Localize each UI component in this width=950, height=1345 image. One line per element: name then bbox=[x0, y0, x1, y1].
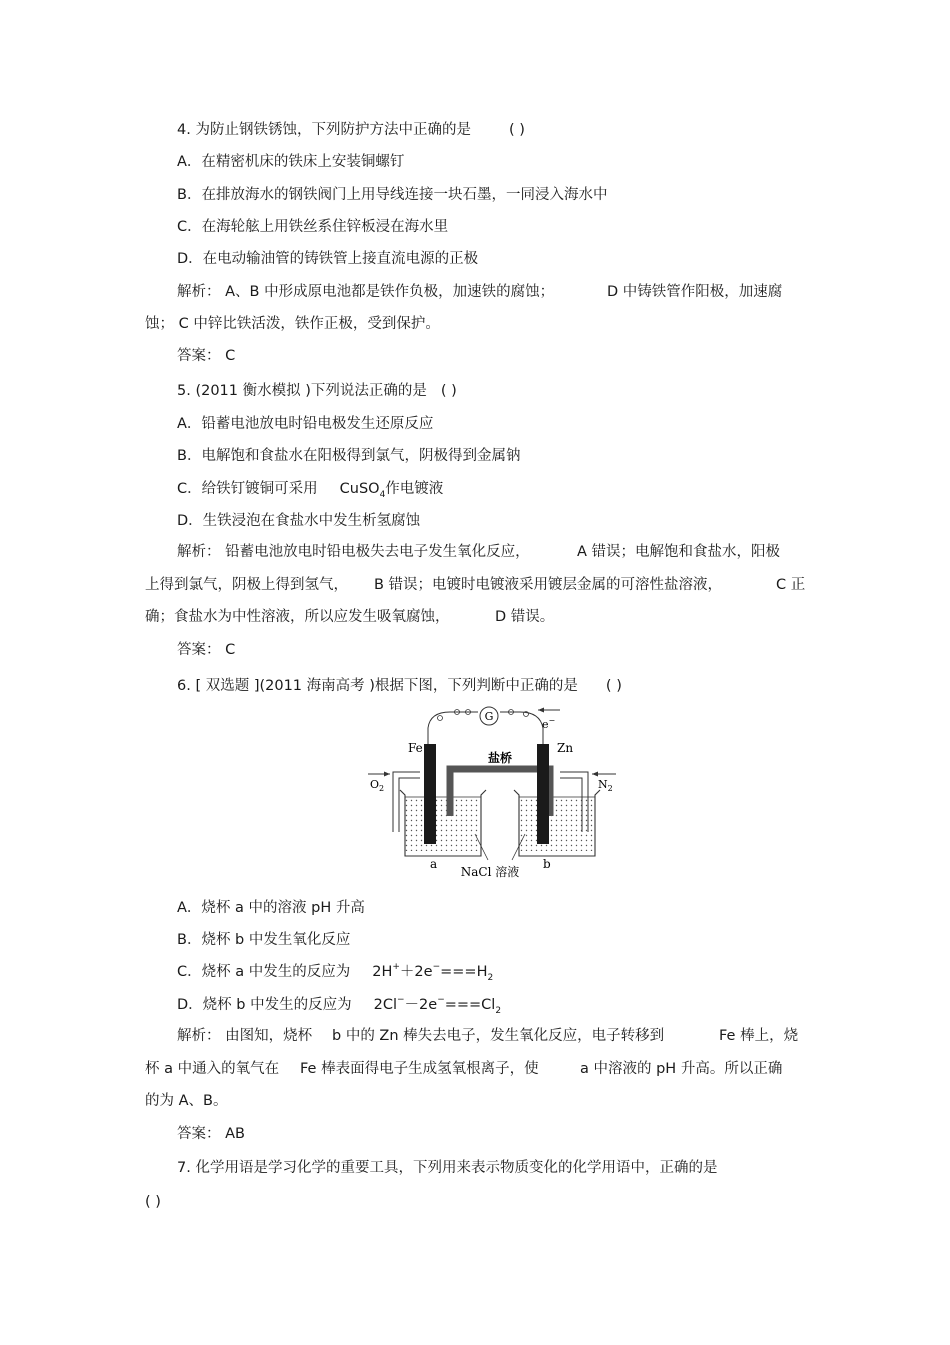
q6-explanation-2c: a 中溶液的 pH 升高。所以正确 bbox=[580, 1061, 783, 1077]
q4-explanation-1a: 解析： A、B 中形成原电池都是铁作负极，加速铁的腐蚀； bbox=[177, 284, 555, 300]
q5-option-d: D．生铁浸泡在食盐水中发生析氢腐蚀 bbox=[177, 513, 421, 529]
q5-stem: 5. (2011 衡水模拟 )下列说法正确的是 ( ) bbox=[177, 383, 457, 399]
q5-explanation-2b: B 错误；电镀时电镀液采用镀层金属的可溶性盐溶液， bbox=[374, 577, 723, 593]
q5-explanation-3b: D 错误。 bbox=[495, 609, 555, 625]
q7-stem: 7. 化学用语是学习化学的重要工具，下列用来表示物质变化的化学用语中，正确的是 bbox=[177, 1160, 718, 1176]
fe-electrode bbox=[424, 744, 436, 844]
n2-label: $N_2$ bbox=[598, 778, 613, 793]
q4-explanation-1b: D 中铸铁管作阳极，加速腐 bbox=[607, 284, 783, 300]
o2-label: $O_2$ bbox=[370, 778, 385, 793]
q6-explanation-1c: Fe 棒上，烧 bbox=[719, 1028, 799, 1044]
q5-answer: 答案： C bbox=[177, 642, 236, 658]
q5-explanation-3a: 确；食盐水为中性溶液，所以应发生吸氧腐蚀， bbox=[145, 609, 450, 625]
beaker-a-solution bbox=[405, 797, 481, 851]
q6-stem: 6. [ 双选题 ](2011 海南高考 )根据下图，下列判断中正确的是 ( ) bbox=[177, 678, 622, 694]
wire-right bbox=[500, 712, 543, 744]
q6-option-c: C．烧杯 a 中发生的反应为 $2H^++2e^-===H_2$ bbox=[177, 962, 494, 983]
salt-bridge-label: 盐桥 bbox=[487, 751, 513, 765]
q6-explanation-1a: 解析： 由图知，烧杯 bbox=[177, 1028, 313, 1044]
galvanometer-label: G bbox=[484, 710, 494, 723]
q6-explanation-1b: b 中的 Zn 棒失去电子，发生氧化反应，电子转移到 bbox=[332, 1028, 665, 1044]
q5-explanation-2c: C 正 bbox=[776, 577, 806, 593]
q5-explanation-1a: 解析： 铅蓄电池放电时铅电极失去电子发生氧化反应， bbox=[177, 544, 530, 560]
q6-explanation-2a: 杯 a 中通入的氧气在 bbox=[145, 1061, 280, 1077]
q4-option-a: A．在精密机床的铁床上安装铜螺钉 bbox=[177, 154, 405, 170]
beaker-a-label: a bbox=[430, 857, 438, 871]
galvanic-cell-diagram bbox=[360, 704, 620, 884]
q6-answer: 答案： AB bbox=[177, 1126, 245, 1142]
q4-option-d: D．在电动输油管的铸铁管上接直流电源的正极 bbox=[177, 251, 479, 267]
beaker-b-solution bbox=[519, 797, 595, 851]
nacl-label: NaCl 溶液 bbox=[460, 865, 520, 879]
q5-option-a: A．铅蓄电池放电时铅电极发生还原反应 bbox=[177, 416, 434, 432]
q6-option-d: D．烧杯 b 中发生的反应为 $2Cl^--2e^-===Cl_2$ bbox=[177, 995, 502, 1016]
q4-explanation-2: 蚀； C 中锌比铁活泼，铁作正极，受到保护。 bbox=[145, 316, 440, 332]
q5-option-b: B．电解饱和食盐水在阳极得到氯气，阴极得到金属钠 bbox=[177, 448, 521, 464]
zn-label: Zn bbox=[557, 741, 574, 755]
n2-arrow-head bbox=[592, 772, 598, 777]
fe-label: Fe bbox=[408, 741, 423, 755]
q6-explanation-2b: Fe 棒表面得电子生成氢氧根离子，使 bbox=[300, 1061, 539, 1077]
wire-bump-1 bbox=[438, 716, 443, 721]
electron-arrow-head bbox=[538, 708, 544, 713]
electron-label: e− bbox=[542, 716, 556, 731]
wire bbox=[428, 712, 478, 744]
q4-option-c: C．在海轮舷上用铁丝系住锌板浸在海水里 bbox=[177, 219, 449, 235]
q6-option-a: A．烧杯 a 中的溶液 pH 升高 bbox=[177, 900, 365, 916]
beaker-b-label: b bbox=[543, 857, 551, 871]
q6-option-b: B．烧杯 b 中发生氧化反应 bbox=[177, 932, 351, 948]
q7-paren: ( ) bbox=[145, 1194, 161, 1210]
q5-option-c: C．给铁钉镀铜可采用 CuSO$_4$作电镀液 bbox=[177, 481, 444, 500]
q4-stem: 4. 为防止钢铁锈蚀，下列防护方法中正确的是 ( ) bbox=[177, 122, 525, 138]
q5-explanation-2a: 上得到氯气，阴极上得到氢气， bbox=[145, 577, 348, 593]
zn-electrode bbox=[537, 744, 549, 844]
q4-option-b: B．在排放海水的钢铁阀门上用导线连接一块石墨，一同浸入海水中 bbox=[177, 187, 608, 203]
q4-answer: 答案： C bbox=[177, 348, 236, 364]
o2-arrow-head bbox=[384, 772, 390, 777]
q5-explanation-1b: A 错误；电解饱和食盐水，阳极 bbox=[577, 544, 781, 560]
q6-explanation-3: 的为 A、B。 bbox=[145, 1093, 228, 1109]
